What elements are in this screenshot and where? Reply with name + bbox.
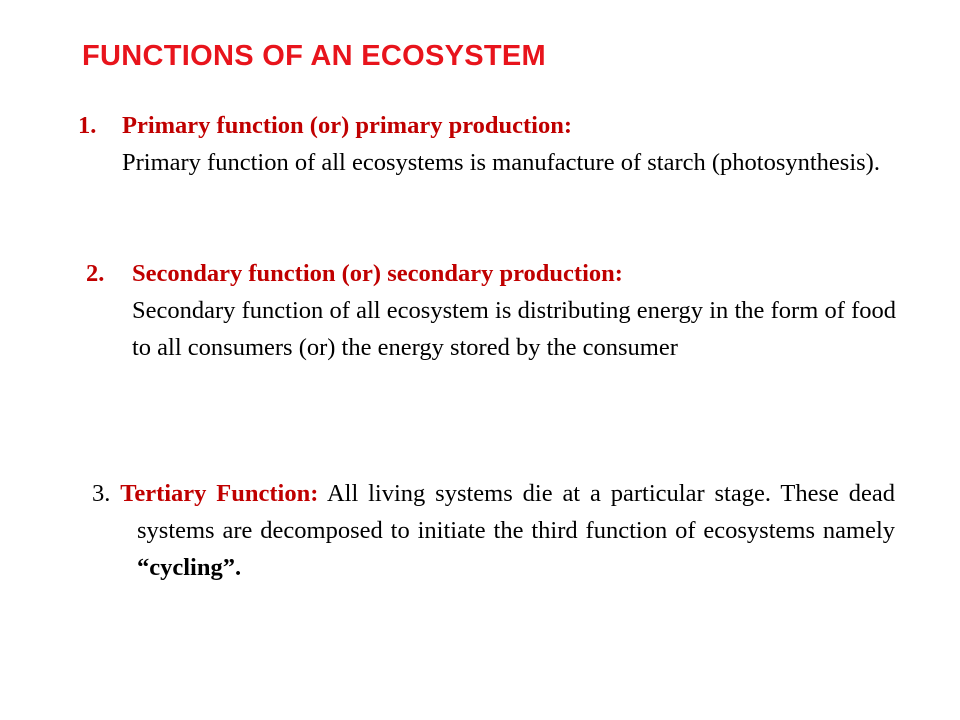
item-number: 1. [78, 112, 97, 139]
item-heading: Tertiary Function: [120, 480, 319, 507]
item-heading: Secondary function (or) secondary production: [132, 260, 623, 287]
item-heading-row [78, 107, 898, 144]
slide-title: FUNCTIONS OF AN ECOSYSTEM [82, 40, 546, 72]
item-body: Secondary function of all ecosystem is distributing energy in the form of food to all consumers (or) the energy stored by the consumer [132, 297, 896, 361]
item-number: 3. [92, 480, 111, 507]
item-heading-row [86, 255, 896, 292]
item-emphasis: “cycling”. [137, 554, 242, 581]
item-number: 2. [86, 260, 105, 287]
item-heading: Primary function (or) primary production: [122, 112, 573, 139]
item-body: Primary function of all ecosystems is manufacture of starch (photosynthesis). [122, 149, 880, 176]
item-body: All living systems die at a particular stage. These dead systems are decomposed to initiate the third function of ecosystems namely [137, 480, 895, 544]
function-item-secondary [86, 255, 896, 366]
function-item-tertiary [92, 475, 895, 586]
function-item-primary [78, 107, 898, 181]
item-paragraph [92, 475, 895, 586]
